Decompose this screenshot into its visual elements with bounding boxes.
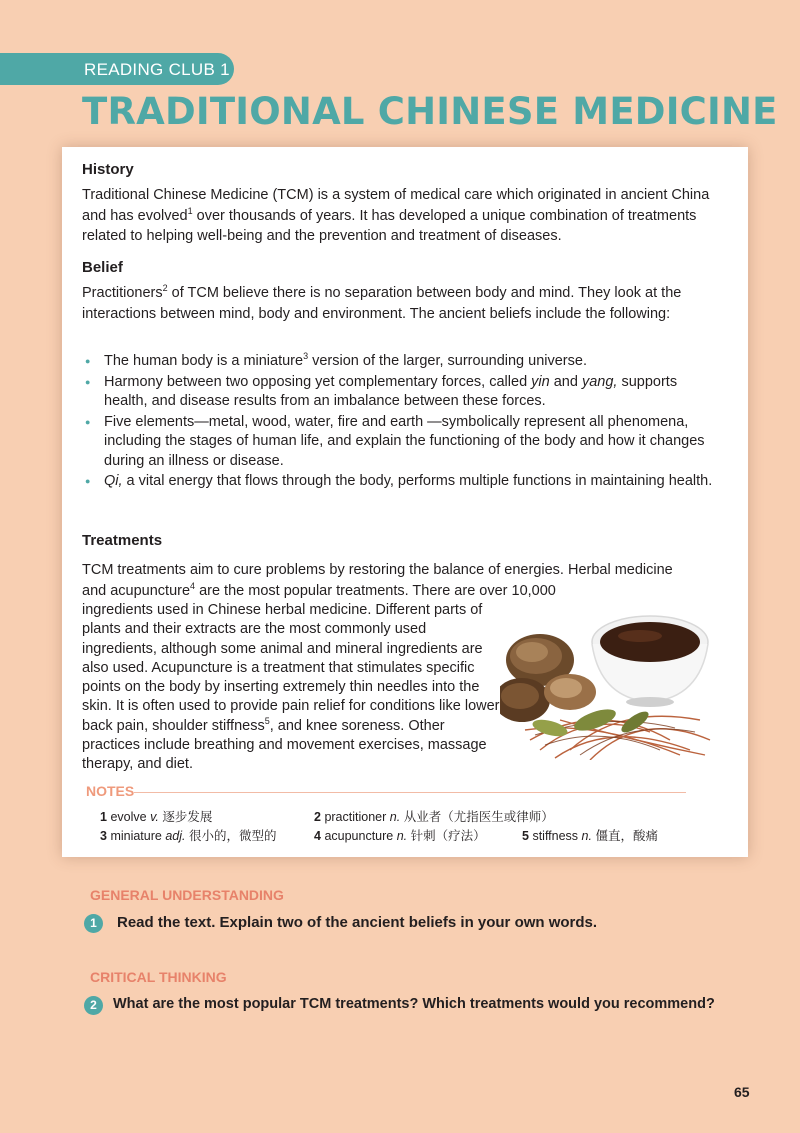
- reading-club-label: READING CLUB 1: [84, 60, 230, 79]
- note-item: 3 miniature adj. 很小的，微型的: [100, 829, 277, 843]
- note-item: 1 evolve v. 逐步发展: [100, 810, 213, 824]
- list-item: ● Harmony between two opposing yet complementary forces, called yin and yang, supports health, and disease results from an imbalance between these forces.: [82, 373, 722, 412]
- note-item: 2 practitioner n. 从业者（尤指医生或律师）: [314, 810, 554, 824]
- critical-thinking-label: CRITICAL THINKING: [90, 969, 227, 985]
- question-2-text: What are the most popular TCM treatments? Which treatments would you recommend?: [113, 996, 715, 1012]
- history-heading: History: [82, 161, 134, 178]
- beliefs-list: [82, 352, 722, 493]
- note-item: 5 stiffness n. 僵直，酸痛: [522, 829, 658, 843]
- general-understanding-label: GENERAL UNDERSTANDING: [90, 887, 284, 903]
- list-item: ● The human body is a miniature$^3$ version of the larger, surrounding universe.: [82, 352, 722, 372]
- list-item: ● Qi, a vital energy that flows through the body, performs multiple functions in maintaining health.: [82, 472, 722, 492]
- notes-divider: [134, 792, 686, 793]
- treatments-body: ingredients used in Chinese herbal medicine. Different parts of plants and their extracts are the most commonly used ingredients, although some animal and mineral ingredients are also used. Acupuncture is a treatment that stimulates specific points on the body by inserting extremely thin needles into the skin. It is often used to provide pain relief for conditions like lower back pain, shoulder stiffness$^5$, and knee soreness. Other practices include breathing and movement exercises, massage therapy, and diet.: [82, 602, 500, 773]
- treatments-intro: TCM treatments aim to cure problems by restoring the balance of energies. Herbal medicine and acupuncture$^4$ are the most popular treatments. There are over 10,000: [82, 562, 673, 599]
- question-number-badge: 1: [84, 914, 103, 933]
- history-paragraph: Traditional Chinese Medicine (TCM) is a system of medical care which originated in ancient China and has evolved$^1$ over thousands of years. It has developed a unique combination of treatments related to helping well-being and the prevention and treatment of diseases.: [82, 187, 710, 244]
- page-number: 65: [734, 1084, 750, 1100]
- article-card: [62, 147, 748, 857]
- note-item: 4 acupuncture n. 针刺（疗法）: [314, 829, 486, 843]
- belief-paragraph: Practitioners$^2$ of TCM believe there is no separation between body and mind. They look at the interactions between mind, body and environment. The ancient beliefs include the following:: [82, 283, 682, 322]
- reading-club-banner: [0, 53, 234, 85]
- page-title: TRADITIONAL CHINESE MEDICINE: [82, 90, 778, 133]
- treatments-heading: Treatments: [82, 532, 163, 549]
- question-number-badge: 2: [84, 996, 103, 1015]
- list-item: ● Five elements—metal, wood, water, fire and earth —symbolically represent all phenomena, including the stages of human life, and explain the functioning of the body and how it changes during an illness or disease.: [82, 413, 722, 472]
- belief-heading: Belief: [82, 259, 123, 276]
- herbal-medicine-photo: [500, 600, 719, 760]
- question-1-text: Read the text. Explain two of the ancient beliefs in your own words.: [117, 914, 598, 931]
- notes-label: NOTES: [86, 783, 135, 799]
